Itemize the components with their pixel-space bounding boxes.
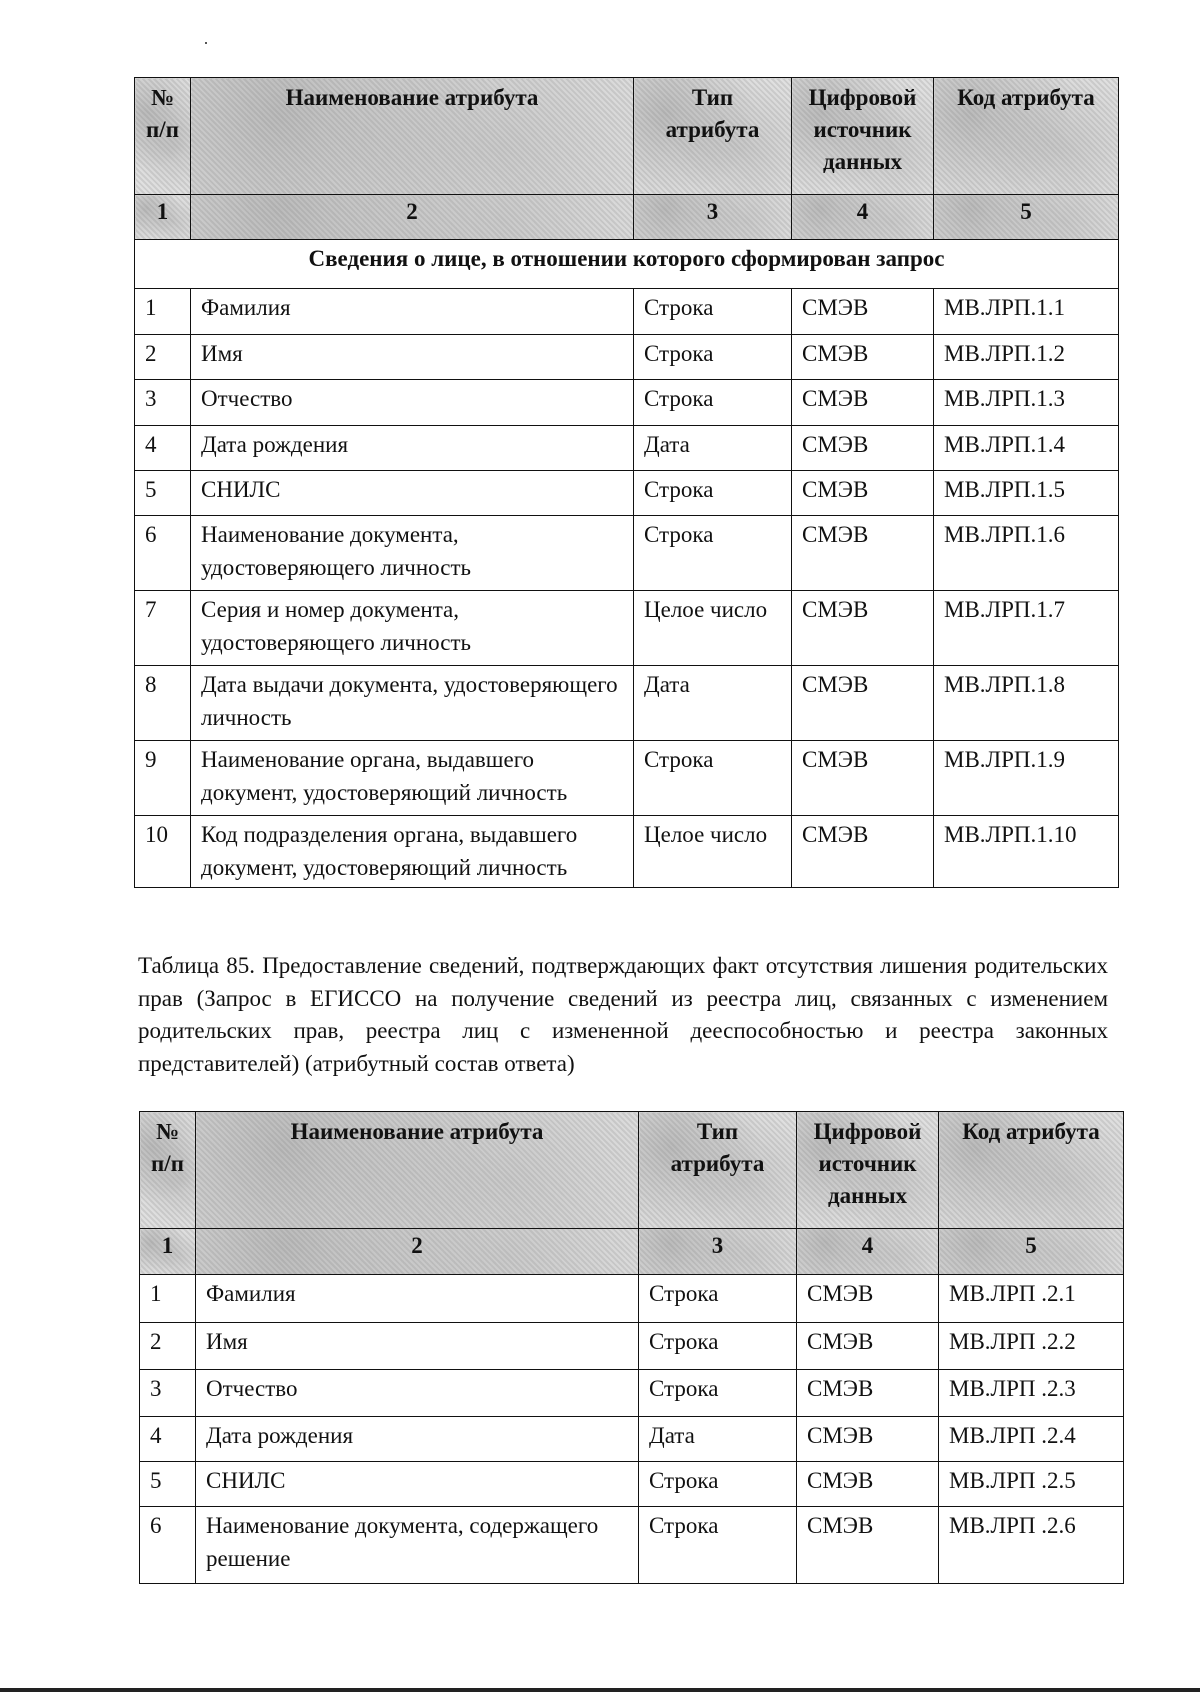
cell-type: Строка — [634, 471, 792, 516]
cell-type: Строка — [634, 380, 792, 426]
cell-num: 2 — [135, 335, 191, 380]
cell-code: МВ.ЛРП.1.6 — [934, 516, 1119, 591]
column-numbering-row — [140, 1229, 1124, 1275]
scan-bottom-edge — [0, 1688, 1200, 1692]
cell-type: Строка — [639, 1370, 797, 1417]
cell-source: СМЭВ — [792, 666, 934, 741]
cell-num: 3 — [135, 380, 191, 426]
cell-name: Серия и номер документа, удостоверяющего личность — [191, 591, 634, 666]
cell-type: Строка — [639, 1275, 797, 1323]
column-number-type: 3 — [634, 195, 792, 240]
cell-num: 5 — [135, 471, 191, 516]
cell-name: Наименование документа, содержащего решение — [196, 1507, 639, 1584]
cell-name: Дата рождения — [196, 1417, 639, 1462]
table-row — [135, 816, 1119, 888]
cell-name: Дата рождения — [191, 426, 634, 471]
table-row — [140, 1370, 1124, 1417]
cell-num: 10 — [135, 816, 191, 888]
header-type: Тип атрибута — [639, 1112, 797, 1229]
section-row — [135, 240, 1119, 289]
table-row — [135, 471, 1119, 516]
table-row — [135, 426, 1119, 471]
cell-code: МВ.ЛРП.1.8 — [934, 666, 1119, 741]
attributes-table-response — [139, 1111, 1124, 1584]
column-number-name: 2 — [196, 1229, 639, 1275]
cell-code: МВ.ЛРП .2.4 — [939, 1417, 1124, 1462]
cell-name: Дата выдачи документа, удостоверяющего личность — [191, 666, 634, 741]
cell-source: СМЭВ — [792, 335, 934, 380]
scan-speck — [205, 42, 207, 44]
header-row — [135, 78, 1119, 195]
cell-source: СМЭВ — [792, 426, 934, 471]
cell-num: 4 — [140, 1417, 196, 1462]
cell-name: Имя — [196, 1323, 639, 1370]
cell-type: Целое число — [634, 816, 792, 888]
table-85-caption: Таблица 85. Предоставление сведений, подтверждающих факт отсутствия лишения родительских прав (Запрос в ЕГИССО на получение сведений из реестра лиц, связанных с изменением родительских прав, реестра лиц с измененной дееспособностью и реестра законных представителей) (атрибутный состав ответа) — [138, 953, 1108, 1076]
table-row — [140, 1417, 1124, 1462]
table-row — [135, 666, 1119, 741]
column-number-code: 5 — [934, 195, 1119, 240]
table-row — [135, 335, 1119, 380]
attributes-table-request — [134, 77, 1119, 888]
cell-source: СМЭВ — [792, 471, 934, 516]
cell-num: 6 — [140, 1507, 196, 1584]
column-number-code: 5 — [939, 1229, 1124, 1275]
table-row — [140, 1462, 1124, 1507]
section-title: Сведения о лице, в отношении которого сформирован запрос — [135, 240, 1119, 289]
cell-num: 1 — [140, 1275, 196, 1323]
table-row — [135, 741, 1119, 816]
column-number-source: 4 — [792, 195, 934, 240]
cell-name: СНИЛС — [196, 1462, 639, 1507]
cell-code: МВ.ЛРП.1.9 — [934, 741, 1119, 816]
cell-source: СМЭВ — [792, 741, 934, 816]
cell-code: МВ.ЛРП.1.7 — [934, 591, 1119, 666]
cell-source: СМЭВ — [792, 289, 934, 335]
cell-num: 4 — [135, 426, 191, 471]
cell-source: СМЭВ — [792, 516, 934, 591]
header-code: Код атрибута — [939, 1112, 1124, 1229]
cell-num: 1 — [135, 289, 191, 335]
header-name: Наименование атрибута — [191, 78, 634, 195]
header-row — [140, 1112, 1124, 1229]
column-number-num: 1 — [135, 195, 191, 240]
header-num: № п/п — [135, 78, 191, 195]
cell-num: 3 — [140, 1370, 196, 1417]
cell-code: МВ.ЛРП.1.10 — [934, 816, 1119, 888]
table-row — [135, 591, 1119, 666]
cell-name: Код подразделения органа, выдавшего документ, удостоверяющий личность — [191, 816, 634, 888]
cell-num: 6 — [135, 516, 191, 591]
cell-type: Строка — [634, 741, 792, 816]
cell-source: СМЭВ — [797, 1507, 939, 1584]
cell-name: Фамилия — [196, 1275, 639, 1323]
cell-source: СМЭВ — [797, 1370, 939, 1417]
cell-type: Строка — [639, 1323, 797, 1370]
table-row — [140, 1323, 1124, 1370]
cell-name: Фамилия — [191, 289, 634, 335]
header-code: Код атрибута — [934, 78, 1119, 195]
cell-type: Строка — [639, 1507, 797, 1584]
column-number-name: 2 — [191, 195, 634, 240]
cell-name: СНИЛС — [191, 471, 634, 516]
cell-type: Строка — [634, 335, 792, 380]
header-source: Цифровой источник данных — [792, 78, 934, 195]
cell-code: МВ.ЛРП .2.6 — [939, 1507, 1124, 1584]
table-row — [135, 289, 1119, 335]
cell-source: СМЭВ — [792, 380, 934, 426]
cell-name: Наименование документа, удостоверяющего личность — [191, 516, 634, 591]
table-row — [135, 380, 1119, 426]
cell-code: МВ.ЛРП .2.5 — [939, 1462, 1124, 1507]
cell-code: МВ.ЛРП .2.1 — [939, 1275, 1124, 1323]
table-row — [135, 516, 1119, 591]
cell-code: МВ.ЛРП .2.2 — [939, 1323, 1124, 1370]
table-row — [140, 1507, 1124, 1584]
column-numbering-row — [135, 195, 1119, 240]
cell-type: Дата — [634, 426, 792, 471]
cell-source: СМЭВ — [797, 1417, 939, 1462]
table-row — [140, 1275, 1124, 1323]
cell-num: 7 — [135, 591, 191, 666]
cell-code: МВ.ЛРП.1.3 — [934, 380, 1119, 426]
cell-code: МВ.ЛРП .2.3 — [939, 1370, 1124, 1417]
header-num: № п/п — [140, 1112, 196, 1229]
cell-type: Дата — [634, 666, 792, 741]
cell-name: Имя — [191, 335, 634, 380]
cell-type: Строка — [634, 516, 792, 591]
header-source: Цифровой источник данных — [797, 1112, 939, 1229]
cell-num: 9 — [135, 741, 191, 816]
cell-source: СМЭВ — [792, 591, 934, 666]
cell-type: Целое число — [634, 591, 792, 666]
cell-type: Строка — [634, 289, 792, 335]
cell-name: Отчество — [191, 380, 634, 426]
cell-type: Дата — [639, 1417, 797, 1462]
cell-source: СМЭВ — [792, 816, 934, 888]
cell-code: МВ.ЛРП.1.4 — [934, 426, 1119, 471]
cell-num: 5 — [140, 1462, 196, 1507]
column-number-num: 1 — [140, 1229, 196, 1275]
cell-source: СМЭВ — [797, 1275, 939, 1323]
cell-source: СМЭВ — [797, 1462, 939, 1507]
cell-type: Строка — [639, 1462, 797, 1507]
cell-code: МВ.ЛРП.1.1 — [934, 289, 1119, 335]
header-type: Тип атрибута — [634, 78, 792, 195]
cell-source: СМЭВ — [797, 1323, 939, 1370]
cell-code: МВ.ЛРП.1.5 — [934, 471, 1119, 516]
header-name: Наименование атрибута — [196, 1112, 639, 1229]
cell-num: 2 — [140, 1323, 196, 1370]
cell-num: 8 — [135, 666, 191, 741]
cell-name: Отчество — [196, 1370, 639, 1417]
column-number-type: 3 — [639, 1229, 797, 1275]
cell-name: Наименование органа, выдавшего документ, удостоверяющий личность — [191, 741, 634, 816]
cell-code: МВ.ЛРП.1.2 — [934, 335, 1119, 380]
column-number-source: 4 — [797, 1229, 939, 1275]
